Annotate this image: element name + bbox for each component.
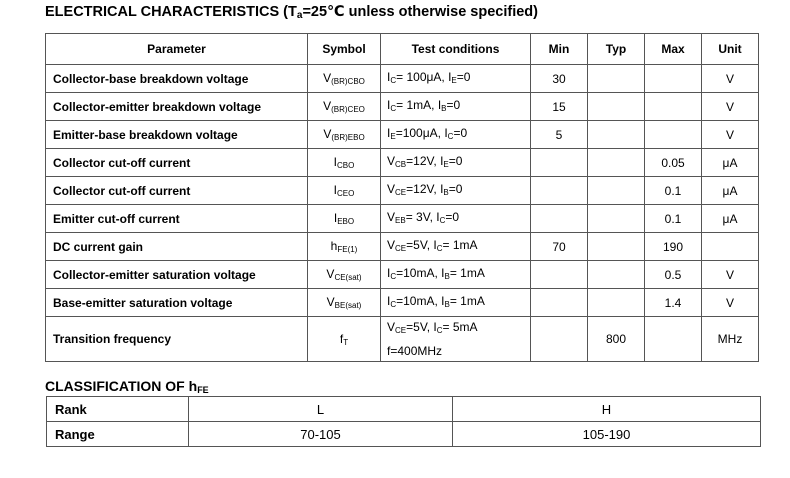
unit-cell <box>702 233 759 261</box>
header-symbol: Symbol <box>308 34 381 65</box>
cond-value: = 100μA, <box>396 69 449 84</box>
condition-line <box>387 67 530 91</box>
rank-h: H <box>453 397 761 422</box>
max-cell: 0.5 <box>645 261 702 289</box>
symbol-cell <box>308 233 381 261</box>
max-cell: 190 <box>645 233 702 261</box>
cond-var: I <box>441 293 445 308</box>
symbol-cell <box>308 177 381 205</box>
condition-line-2: f=400MHz <box>387 344 443 358</box>
min-cell: 30 <box>531 65 588 93</box>
min-cell <box>531 261 588 289</box>
condition-cell <box>381 289 531 317</box>
cond-value: = 1mA, <box>396 97 438 112</box>
cond-sub: C <box>439 215 446 225</box>
cond-var: V <box>387 237 396 252</box>
cond-sub: CE <box>395 187 407 197</box>
condition-line <box>387 179 530 203</box>
range-label: Range <box>47 422 189 447</box>
symbol-cell <box>308 261 381 289</box>
symbol-cell <box>308 121 381 149</box>
range-l: 70-105 <box>189 422 453 447</box>
cond-sub: C <box>390 75 397 85</box>
cond-var: I <box>448 69 452 84</box>
table-row <box>46 177 759 205</box>
cond-var: I <box>387 69 391 84</box>
cond-sub: C <box>436 243 443 253</box>
typ-cell <box>588 65 645 93</box>
param-cell: Collector-emitter saturation voltage <box>46 261 308 289</box>
cond-value: = 1mA <box>449 265 485 280</box>
symbol-main: h <box>330 239 338 253</box>
condition-cell <box>381 149 531 177</box>
condition-line <box>387 207 530 231</box>
cond-value: =0 <box>445 209 460 224</box>
min-cell <box>531 317 588 362</box>
cond-sub: C <box>436 326 443 335</box>
cond-var: V <box>387 153 396 168</box>
symbol-sub: (BR)CEO <box>331 105 365 114</box>
rank-l: L <box>189 397 453 422</box>
symbol-sub: CEO <box>337 189 355 198</box>
cond-sub: E <box>443 159 449 169</box>
cond-var: I <box>444 125 448 140</box>
table-header-row <box>46 34 759 65</box>
param-cell: DC current gain <box>46 233 308 261</box>
symbol-main: I <box>333 155 337 169</box>
header-typ: Typ <box>588 34 645 65</box>
cond-var: I <box>441 265 445 280</box>
symbol-cell <box>308 93 381 121</box>
cond-var: I <box>387 293 391 308</box>
classification-table <box>46 396 761 447</box>
range-row <box>47 422 761 447</box>
condition-line <box>387 263 530 287</box>
cond-var: I <box>437 97 442 112</box>
cond-sub: C <box>390 103 397 113</box>
symbol-cell <box>308 65 381 93</box>
symbol-main: I <box>333 183 337 197</box>
symbol-sub: BE(sat) <box>334 301 362 310</box>
min-cell <box>531 177 588 205</box>
cond-var: I <box>387 97 391 112</box>
condition-cell <box>381 261 531 289</box>
cond-value: =0 <box>448 181 463 196</box>
cond-value: =10mA, <box>396 293 442 308</box>
condition-cell <box>381 93 531 121</box>
unit-cell: MHz <box>702 317 759 362</box>
condition-line <box>387 317 530 341</box>
unit-cell: μA <box>702 177 759 205</box>
symbol-main: V <box>326 295 335 309</box>
condition-line <box>387 235 530 259</box>
cond-var: I <box>440 153 444 168</box>
rank-label: Rank <box>47 397 189 422</box>
max-cell: 0.05 <box>645 149 702 177</box>
max-cell <box>645 65 702 93</box>
cond-sub: CE <box>395 326 407 335</box>
table-row <box>46 205 759 233</box>
electrical-characteristics-table <box>45 33 759 362</box>
page-title: ELECTRICAL CHARACTERISTICS ($T_a=25℃$ unless otherwise specified) <box>45 4 538 21</box>
unit-cell: V <box>702 65 759 93</box>
max-cell <box>645 121 702 149</box>
condition-line <box>387 123 530 147</box>
cond-value: = 5mA <box>442 320 478 334</box>
max-cell <box>645 317 702 362</box>
condition-line <box>387 151 530 175</box>
cond-var: V <box>387 181 396 196</box>
cond-value: = 1mA <box>449 293 485 308</box>
table-row <box>46 121 759 149</box>
cond-var: I <box>440 181 444 196</box>
condition-cell <box>381 121 531 149</box>
condition-cell <box>381 65 531 93</box>
symbol-sub: (BR)CBO <box>331 77 365 86</box>
symbol-sub: CE(sat) <box>334 273 362 282</box>
cond-sub: CE <box>395 243 407 253</box>
cond-sub: B <box>444 299 450 309</box>
param-cell: Base-emitter saturation voltage <box>46 289 308 317</box>
classification-title: CLASSIFICATION OF $h_{FE}$ <box>45 378 209 395</box>
cond-sub: B <box>444 271 450 281</box>
cond-value: =0 <box>453 125 468 140</box>
unit-cell: V <box>702 121 759 149</box>
table-row <box>46 233 759 261</box>
cond-var: I <box>433 237 437 252</box>
table-row <box>46 149 759 177</box>
cond-value: =0 <box>446 97 461 112</box>
symbol-main: I <box>333 211 338 225</box>
param-cell: Emitter cut-off current <box>46 205 308 233</box>
cond-value: =0 <box>456 69 471 84</box>
condition-cell <box>381 177 531 205</box>
cond-value: = 1mA <box>442 237 478 252</box>
max-cell <box>645 93 702 121</box>
cond-sub: EB <box>395 215 406 225</box>
min-cell <box>531 205 588 233</box>
cond-sub: C <box>390 271 397 281</box>
cond-sub: B <box>441 103 447 113</box>
cond-var: V <box>387 320 396 334</box>
param-cell: Collector-base breakdown voltage <box>46 65 308 93</box>
header-unit: Unit <box>702 34 759 65</box>
symbol-cell <box>308 317 381 362</box>
cond-sub: C <box>390 299 397 309</box>
symbol-cell <box>308 205 381 233</box>
cond-var: V <box>387 209 396 224</box>
min-cell <box>531 289 588 317</box>
cond-value: =100μA, <box>395 125 445 140</box>
symbol-main: V <box>323 127 332 141</box>
typ-cell <box>588 261 645 289</box>
symbol-sub: EBO <box>337 217 355 226</box>
typ-cell <box>588 149 645 177</box>
condition-cell <box>381 205 531 233</box>
table-row <box>46 289 759 317</box>
cond-value: =10mA, <box>396 265 442 280</box>
header-min: Min <box>531 34 588 65</box>
cond-value: =5V, <box>406 320 434 334</box>
symbol-sub: CBO <box>337 161 355 170</box>
symbol-sub: (BR)EBO <box>331 133 365 142</box>
table-row <box>46 93 759 121</box>
cond-sub: B <box>443 187 449 197</box>
symbol-main: f <box>339 331 344 346</box>
table-row <box>46 65 759 93</box>
param-cell: Collector-emitter breakdown voltage <box>46 93 308 121</box>
cond-sub: E <box>451 75 457 85</box>
unit-cell: V <box>702 261 759 289</box>
typ-cell <box>588 121 645 149</box>
cond-value: = 3V, <box>405 209 437 224</box>
max-cell: 1.4 <box>645 289 702 317</box>
unit-cell: V <box>702 289 759 317</box>
range-h: 105-190 <box>453 422 761 447</box>
param-cell: Collector cut-off current <box>46 177 308 205</box>
max-cell: 0.1 <box>645 177 702 205</box>
typ-cell <box>588 177 645 205</box>
cond-var: I <box>436 209 440 224</box>
typ-cell <box>588 93 645 121</box>
typ-cell <box>588 289 645 317</box>
symbol-main: V <box>323 71 332 85</box>
symbol-sub: T <box>343 337 349 347</box>
cond-sub: CB <box>395 159 407 169</box>
param-cell: Emitter-base breakdown voltage <box>46 121 308 149</box>
table-row <box>46 261 759 289</box>
param-cell: Collector cut-off current <box>46 149 308 177</box>
min-cell: 5 <box>531 121 588 149</box>
cond-value: =12V, <box>406 181 441 196</box>
symbol-cell <box>308 149 381 177</box>
typ-cell <box>588 233 645 261</box>
symbol-cell <box>308 289 381 317</box>
header-test-conditions: Test conditions <box>381 34 531 65</box>
condition-cell <box>381 233 531 261</box>
condition-line <box>387 95 530 119</box>
symbol-main: V <box>323 99 332 113</box>
condition-cell <box>381 317 531 362</box>
condition-line <box>387 291 530 315</box>
unit-cell: μA <box>702 149 759 177</box>
cond-var: I <box>387 125 391 140</box>
max-cell: 0.1 <box>645 205 702 233</box>
min-cell <box>531 149 588 177</box>
cond-value: =0 <box>448 153 463 168</box>
cond-var: I <box>387 265 391 280</box>
table-row <box>46 317 759 362</box>
param-cell: Transition frequency <box>46 317 308 362</box>
cond-value: =5V, <box>406 237 434 252</box>
symbol-sub: FE(1) <box>337 245 358 254</box>
cond-var: I <box>433 320 437 334</box>
rank-row <box>47 397 761 422</box>
header-parameter: Parameter <box>46 34 308 65</box>
unit-cell: μA <box>702 205 759 233</box>
symbol-main: V <box>326 267 335 281</box>
typ-cell: 800 <box>588 317 645 362</box>
cond-sub: E <box>390 131 396 141</box>
cond-sub: C <box>447 131 454 141</box>
min-cell: 70 <box>531 233 588 261</box>
unit-cell: V <box>702 93 759 121</box>
min-cell: 15 <box>531 93 588 121</box>
header-max: Max <box>645 34 702 65</box>
cond-value: =12V, <box>406 153 441 168</box>
typ-cell <box>588 205 645 233</box>
